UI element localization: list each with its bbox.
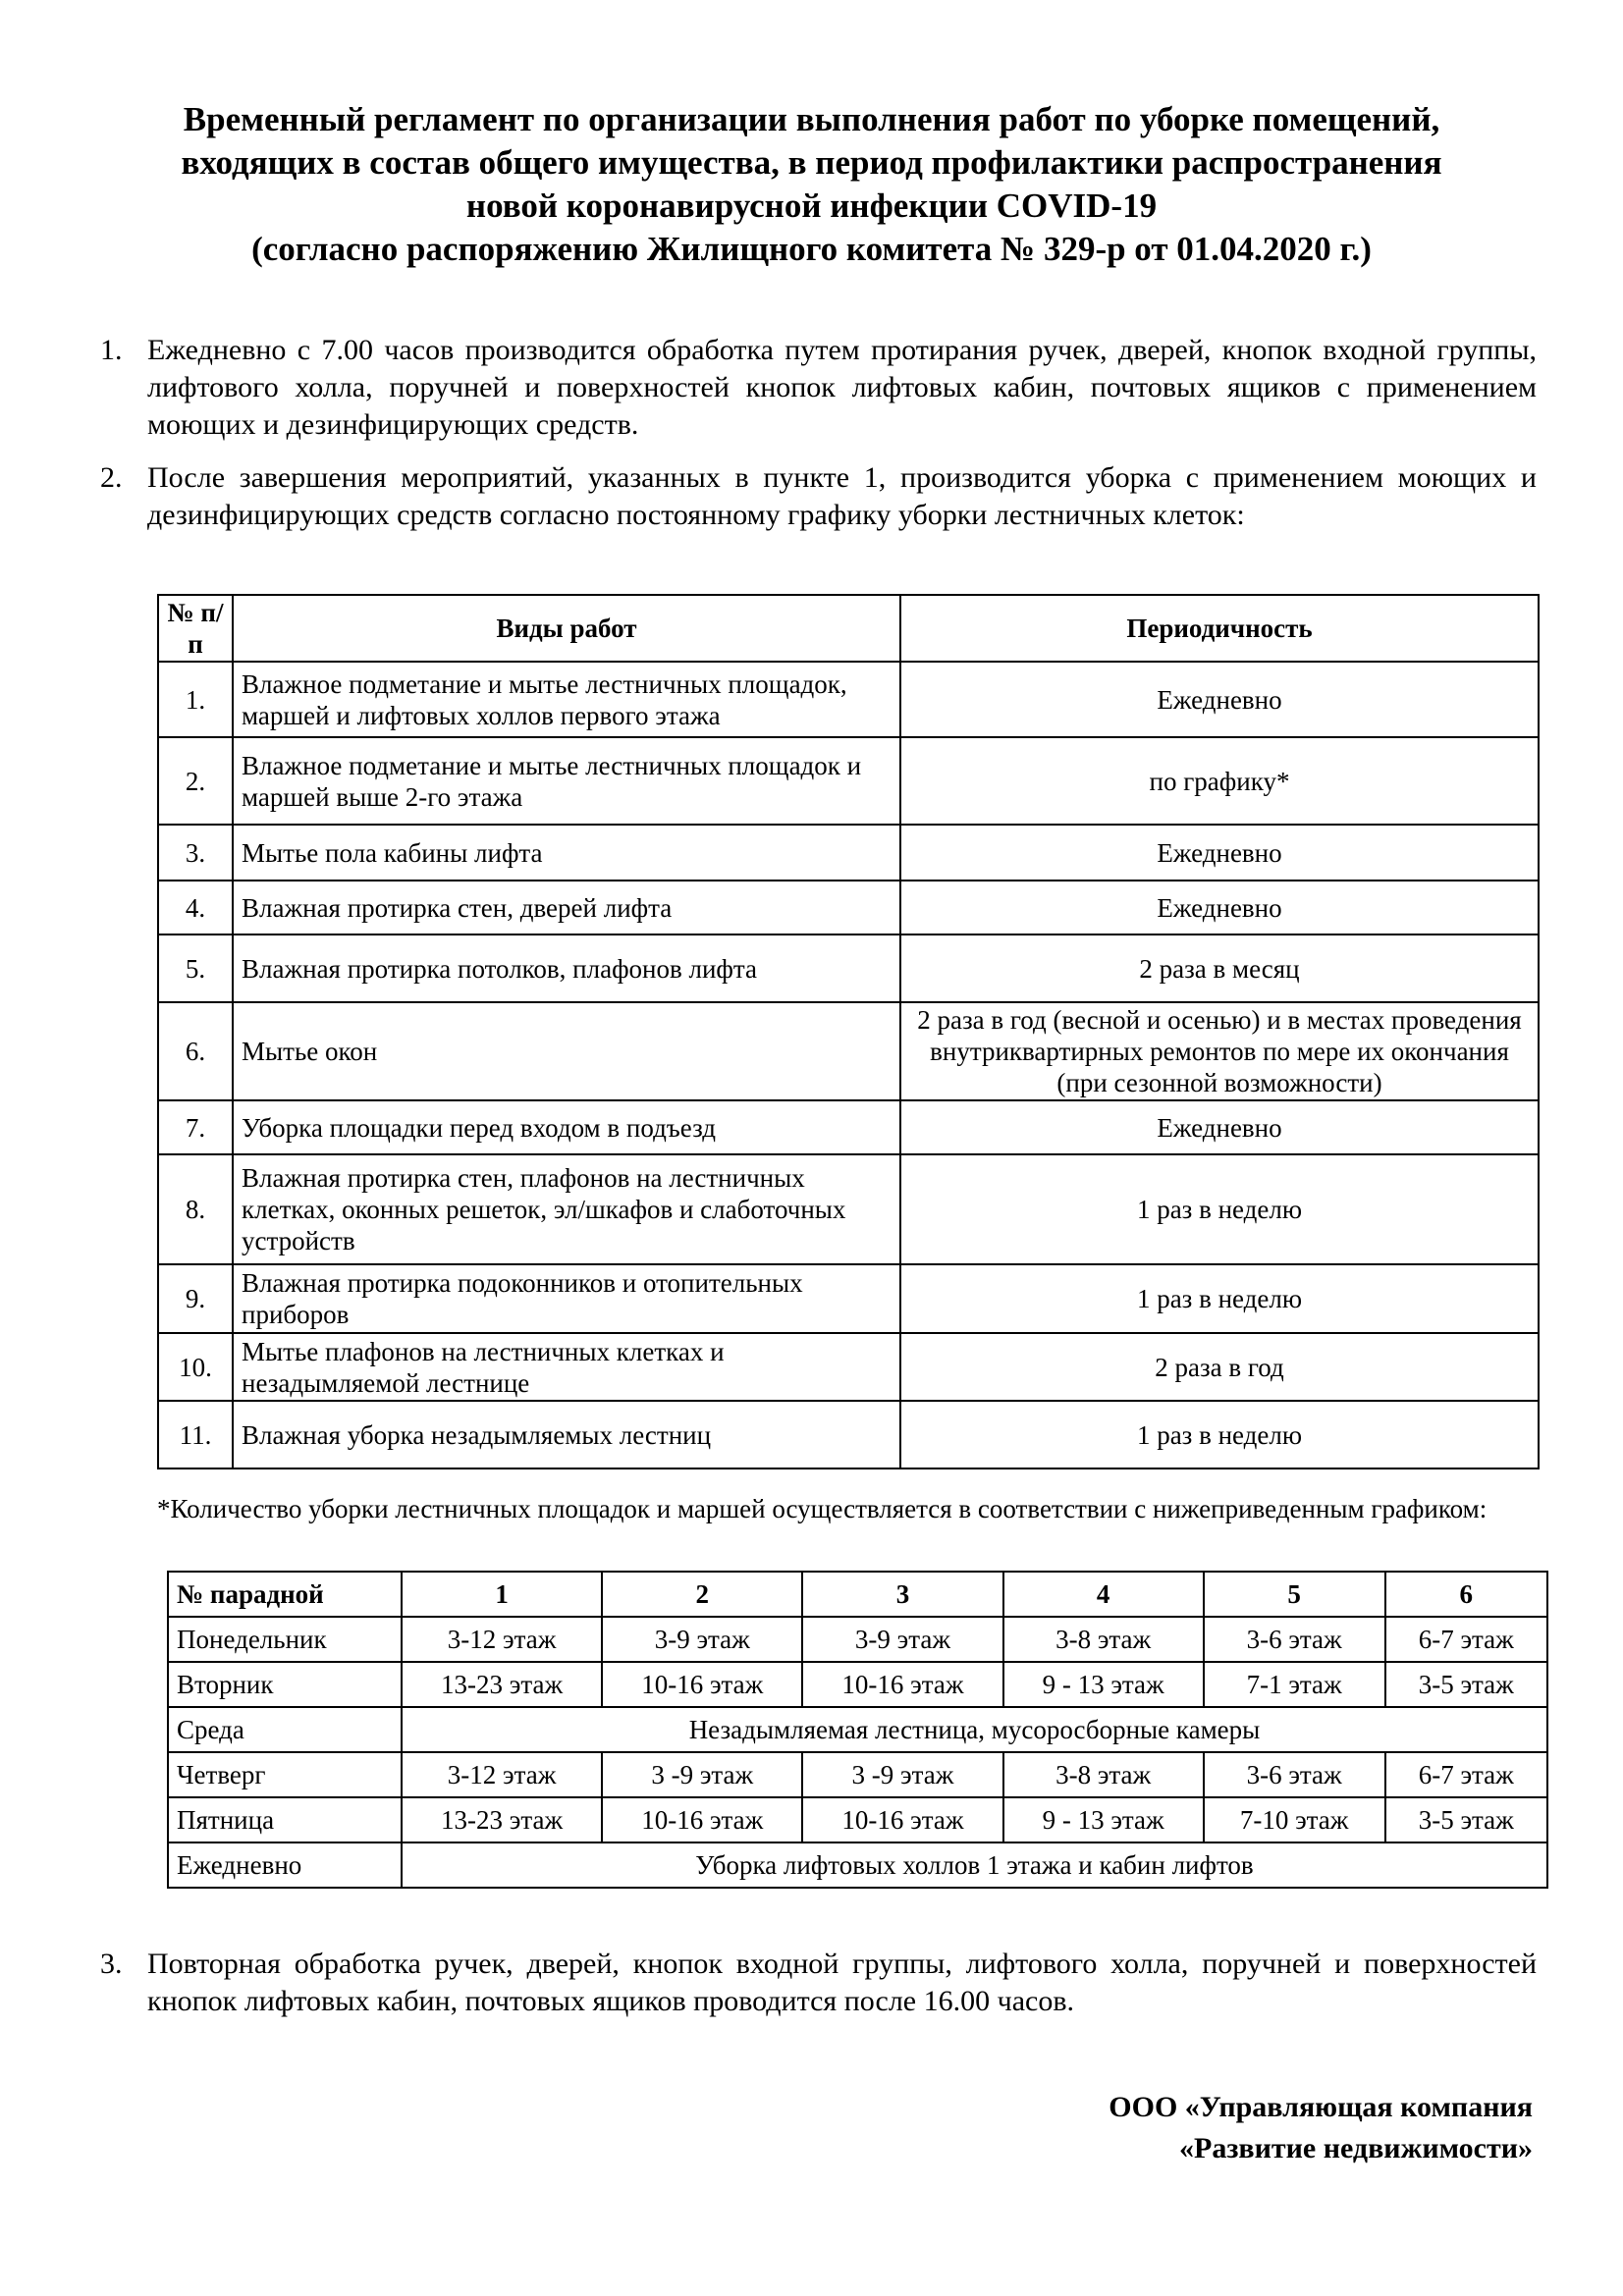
schedule-row (168, 1752, 1547, 1797)
day-label: Среда (168, 1707, 402, 1752)
schedule-cell: 3-6 этаж (1204, 1752, 1385, 1797)
row-work: Влажная протирка стен, дверей лифта (233, 881, 900, 934)
schedule-footnote: *Количество уборки лестничных площадок и маршей осуществляется в соответствии с нижеприведенным графиком: (157, 1494, 1488, 1523)
row-work: Влажная уборка незадымляемых лестниц (233, 1401, 900, 1468)
schedule-row (168, 1617, 1547, 1662)
schedule-cell: 6-7 этаж (1385, 1617, 1547, 1662)
item-text: После завершения мероприятий, указанных в пункте 1, производится уборка с применением моющих и дезинфицирующих средств согласно постоянному графику уборки лестничных клеток: (147, 461, 1537, 531)
schedule-cell: 3 -9 этаж (602, 1752, 802, 1797)
row-number: 5. (158, 934, 233, 1002)
company-signature (1109, 2087, 1533, 2169)
schedule-row (168, 1797, 1547, 1842)
row-period: 1 раз в неделю (900, 1401, 1539, 1468)
row-number: 2. (158, 737, 233, 825)
table-row (158, 1002, 1539, 1100)
schedule-merged-cell: Незадымляемая лестница, мусоросборные камеры (402, 1707, 1547, 1752)
row-period: 1 раз в неделю (900, 1154, 1539, 1264)
item-number: 3. (100, 1948, 123, 1980)
schedule-row (168, 1662, 1547, 1707)
row-work: Уборка площадки перед входом в подъезд (233, 1100, 900, 1154)
signature-line: ООО «Управляющая компания (1109, 2091, 1533, 2123)
row-period: по графику* (900, 737, 1539, 825)
title-line: новой коронавирусной инфекции COVID-19 (465, 187, 1158, 225)
header-entrance-number: 5 (1204, 1572, 1385, 1617)
schedule-cell: 10-16 этаж (802, 1662, 1002, 1707)
schedule-header-row (168, 1572, 1547, 1617)
row-work: Мытье плафонов на лестничных клетках и незадымляемой лестнице (233, 1333, 900, 1401)
schedule-cell: 3-9 этаж (602, 1617, 802, 1662)
row-period: Ежедневно (900, 825, 1539, 881)
row-period: 2 раза в год (900, 1333, 1539, 1401)
schedule-cell: 7-1 этаж (1204, 1662, 1385, 1707)
row-number: 6. (158, 1002, 233, 1100)
header-entrance-number: 2 (602, 1572, 802, 1617)
table-row (158, 1333, 1539, 1401)
row-number: 4. (158, 881, 233, 934)
row-period: 2 раза в месяц (900, 934, 1539, 1002)
header-entrance: № парадной (168, 1572, 402, 1617)
row-period: 2 раза в год (весной и осенью) и в местах проведения внутриквартирных ремонтов по мере их окончания (при сезонной возможности) (900, 1002, 1539, 1100)
table-row (158, 1154, 1539, 1264)
row-number: 1. (158, 662, 233, 737)
paragraph-item-2 (100, 459, 1537, 534)
schedule-cell: 10-16 этаж (802, 1797, 1002, 1842)
day-label: Понедельник (168, 1617, 402, 1662)
day-label: Вторник (168, 1662, 402, 1707)
schedule-cell: 3-5 этаж (1385, 1662, 1547, 1707)
table-row (158, 881, 1539, 934)
signature-line: «Развитие недвижимости» (1179, 2132, 1533, 2164)
row-work: Влажное подметание и мытье лестничных площадок, маршей и лифтовых холлов первого этажа (233, 662, 900, 737)
item-text: Ежедневно с 7.00 часов производится обработка путем протирания ручек, дверей, кнопок входной группы, лифтового холла, поручней и поверхностей кнопок лифтовых кабин, почтовых ящиков с применением моющих и дезинфицирующих средств. (147, 334, 1537, 441)
row-work: Влажное подметание и мытье лестничных площадок и маршей выше 2-го этажа (233, 737, 900, 825)
row-work: Мытье окон (233, 1002, 900, 1100)
schedule-row (168, 1707, 1547, 1752)
row-number: 11. (158, 1401, 233, 1468)
table-row (158, 737, 1539, 825)
header-work: Виды работ (233, 595, 900, 662)
day-label: Четверг (168, 1752, 402, 1797)
day-label: Ежедневно (168, 1842, 402, 1888)
header-entrance-number: 1 (402, 1572, 602, 1617)
row-number: 3. (158, 825, 233, 881)
schedule-cell: 9 - 13 этаж (1003, 1797, 1204, 1842)
schedule-cell: 9 - 13 этаж (1003, 1662, 1204, 1707)
table-row (158, 934, 1539, 1002)
title-line: входящих в состав общего имущества, в период профилактики распространения (181, 143, 1442, 182)
paragraph-item-1 (100, 332, 1537, 444)
row-number: 7. (158, 1100, 233, 1154)
table-row (158, 1264, 1539, 1333)
schedule-cell: 3-8 этаж (1003, 1617, 1204, 1662)
header-entrance-number: 3 (802, 1572, 1002, 1617)
schedule-cell: 3-12 этаж (402, 1752, 602, 1797)
schedule-cell: 3-8 этаж (1003, 1752, 1204, 1797)
schedule-cell: 10-16 этаж (602, 1797, 802, 1842)
table-row (158, 1401, 1539, 1468)
row-work: Влажная протирка подоконников и отопительных приборов (233, 1264, 900, 1333)
schedule-cell: 3-6 этаж (1204, 1617, 1385, 1662)
table-row (158, 825, 1539, 881)
schedule-cell: 13-23 этаж (402, 1797, 602, 1842)
header-period: Периодичность (900, 595, 1539, 662)
schedule-row (168, 1842, 1547, 1888)
schedule-merged-cell: Уборка лифтовых холлов 1 этажа и кабин лифтов (402, 1842, 1547, 1888)
schedule-cell: 3 -9 этаж (802, 1752, 1002, 1797)
header-num: № п/п (158, 595, 233, 662)
schedule-cell: 10-16 этаж (602, 1662, 802, 1707)
title-line: Временный регламент по организации выполнения работ по уборке помещений, (183, 100, 1440, 138)
schedule-cell: 3-12 этаж (402, 1617, 602, 1662)
item-number: 2. (100, 461, 123, 494)
table-row (158, 1100, 1539, 1154)
row-number: 9. (158, 1264, 233, 1333)
schedule-cell: 3-5 этаж (1385, 1797, 1547, 1842)
item-text: Повторная обработка ручек, дверей, кнопок входной группы, лифтового холла, поручней и поверхностей кнопок лифтовых кабин, почтовых ящиков проводится после 16.00 часов. (147, 1948, 1537, 2017)
schedule-cell: 7-10 этаж (1204, 1797, 1385, 1842)
row-work: Мытье пола кабины лифта (233, 825, 900, 881)
row-period: Ежедневно (900, 1100, 1539, 1154)
schedule-cell: 3-9 этаж (802, 1617, 1002, 1662)
works-table (157, 594, 1540, 1469)
row-work: Влажная протирка стен, плафонов на лестничных клетках, оконных решеток, эл/шкафов и слаботочных устройств (233, 1154, 900, 1264)
item-number: 1. (100, 334, 123, 366)
row-number: 8. (158, 1154, 233, 1264)
works-header-row (158, 595, 1539, 662)
row-period: 1 раз в неделю (900, 1264, 1539, 1333)
header-entrance-number: 6 (1385, 1572, 1547, 1617)
document-title (98, 98, 1525, 271)
title-line: (согласно распоряжению Жилищного комитета № 329-р от 01.04.2020 г.) (251, 230, 1372, 268)
table-row (158, 662, 1539, 737)
schedule-cell: 13-23 этаж (402, 1662, 602, 1707)
row-number: 10. (158, 1333, 233, 1401)
schedule-table (167, 1571, 1548, 1889)
schedule-cell: 6-7 этаж (1385, 1752, 1547, 1797)
header-entrance-number: 4 (1003, 1572, 1204, 1617)
paragraph-item-3 (100, 1946, 1537, 2020)
row-work: Влажная протирка потолков, плафонов лифта (233, 934, 900, 1002)
row-period: Ежедневно (900, 662, 1539, 737)
day-label: Пятница (168, 1797, 402, 1842)
row-period: Ежедневно (900, 881, 1539, 934)
